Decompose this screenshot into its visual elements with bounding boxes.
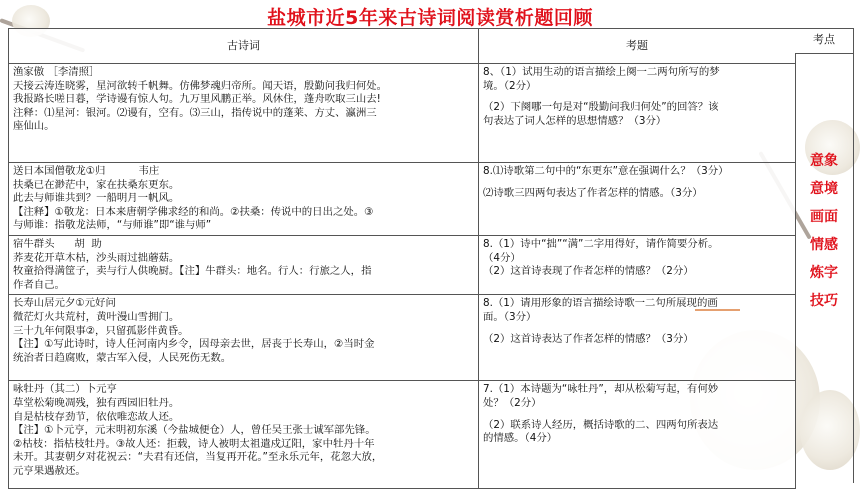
question-line: 句表达了词人怎样的思想情感？（3分） [483, 114, 667, 127]
side-item-mood: 意境 [810, 181, 838, 197]
poem-line: 此去与师谁共到？一船明月一帆风。 [13, 192, 180, 205]
question-line: 境。（2分） [483, 79, 537, 92]
question-line: （4分） [483, 251, 521, 264]
side-item-imagery: 意象 [810, 153, 838, 169]
question-line: （2）这首诗表现了作者怎样的情感？（2分） [483, 265, 694, 278]
question-line: （2）这首诗表达了作者怎样的情感？（3分） [483, 332, 694, 345]
poem-cell [9, 64, 479, 163]
question-line: ⑵诗歌三四两句表达了作者怎样的情感。（3分） [483, 186, 703, 199]
poem-note: 作者自己。 [13, 278, 65, 291]
poem-note: 元亨果遇赦还。 [13, 464, 86, 477]
poem-cell [9, 381, 479, 489]
question-line: 面。（3分） [483, 310, 537, 323]
poem-note: 【注】①写此诗时，诗人任河南内乡令，因母亲去世，居丧于长寿山，②当时金 [13, 338, 375, 351]
poem-line: 扶桑已在渺茫中，家在扶桑东更东。 [13, 178, 180, 191]
questions-table [8, 28, 796, 489]
question-line: 的情感。（4分） [483, 432, 558, 445]
poem-note: 未开。其妻朝夕对花祝云：“夫君有还信，当复再开花。”至永乐元年，花忽大放， [13, 451, 383, 464]
poem-line: 草堂松菊晚凋残，独有西园旧牡丹。 [13, 396, 180, 409]
question-cell [479, 381, 796, 489]
question-line: （2）联系诗人经历，概括诗歌的二、四两句所表达 [483, 418, 719, 431]
question-cell [479, 235, 796, 294]
side-item-emotion: 情感 [810, 237, 838, 253]
question-line: 7.（1）本诗题为“咏牡丹”，却从松菊写起，有何妙 [483, 383, 719, 396]
header-question: 考题 [479, 29, 796, 64]
question-gap [483, 93, 791, 101]
table-row [9, 163, 796, 236]
poem-line: 自是枯枝存劲节，依依唯恋故人还。 [13, 410, 180, 423]
poem-title: 宿牛群头 胡 助 [13, 237, 102, 250]
poem-cell [9, 235, 479, 294]
poem-cell [9, 295, 479, 381]
question-cell [479, 64, 796, 163]
poem-note: 统治者日趋腐败，蒙古军入侵，人民死伤无数。 [13, 351, 232, 364]
poem-note: 【注】①卜元亨，元末明初东溪（今盐城便仓）人，曾任吴王张士诚军部先锋。 [13, 424, 376, 437]
poem-title: 渔家傲 ［李清照］ [13, 66, 100, 78]
poem-line: 我报路长嗟日暮，学诗谩有惊人句。九万里风鹏正举。风休住，蓬舟吹取三山去! [13, 93, 381, 106]
side-header: 考点 [795, 28, 854, 54]
poem-cell [9, 163, 479, 236]
poem-line: 微茫灯火共荒村，黄叶漫山雪拥门。 [13, 310, 180, 323]
table-row [9, 295, 796, 381]
poem-line: 天接云涛连晓雾，星河欲转千帆舞。仿佛梦魂归帝所。闻天语，殷勤问我归何处。 [13, 79, 388, 92]
question-cell [479, 163, 796, 236]
poem-note: 【注释】①敬龙：日本来唐朝学佛求经的和尚。②扶桑：传说中的日出之处。③ [13, 205, 374, 218]
side-item-word-choice: 炼字 [810, 265, 838, 281]
poem-title: 长寿山居元夕①元好问 [13, 297, 116, 310]
poem-note: 座仙山。 [13, 120, 55, 133]
question-cell [479, 295, 796, 381]
side-panel [795, 53, 854, 483]
poem-title: 咏牡丹（其二）卜元亨 [13, 383, 117, 396]
question-line: 8.（1）请用形象的语言描绘诗歌一二句所展现的画 [483, 297, 718, 310]
table-row [9, 381, 796, 489]
poem-line: 三十九年何限事②，只留孤影伴黄昏。 [13, 324, 189, 337]
question-line: 8.（1）诗中“拙”“满”二字用得好，请作简要分析。 [483, 237, 719, 250]
poem-note: 与师谁：指敬龙法师，“与师谁”即“谁与师” [13, 219, 212, 232]
page-title: 盐城市近5年来古诗词阅读赏析题回顾 [267, 7, 593, 29]
question-gap [483, 411, 791, 419]
question-gap [483, 325, 791, 333]
table-row [9, 235, 796, 294]
table-row [9, 64, 796, 163]
side-item-technique: 技巧 [810, 293, 838, 309]
question-line: 处？（2分） [483, 396, 542, 409]
side-item-picture: 画面 [810, 209, 838, 225]
poem-line: 荞麦花开草木枯，沙头雨过拙蘑菇。 [13, 251, 180, 264]
question-line: 8.⑴诗歌第二句中的“东更东”意在强调什么？（3分） [483, 165, 729, 177]
table-header-row [9, 29, 796, 64]
poem-note: 注释：⑴星河：银河。⑵谩有，空有。⑶三山，指传说中的蓬莱、方丈、瀛洲三 [13, 106, 377, 119]
poem-note: ②枯枝：指枯枝牡丹。③故人还：拒载，诗人被明太祖遣戍辽阳，家中牡丹十年 [13, 437, 375, 450]
question-line: （2）下阕哪一句是对“殷勤问我归何处”的回答？该 [483, 101, 719, 114]
header-poem: 古诗词 [9, 29, 479, 64]
question-gap [483, 179, 791, 187]
question-line: 8、（1）试用生动的语言描绘上阕一二两句所写的梦 [483, 66, 720, 78]
highlight-underline [695, 309, 740, 311]
poem-title: 送日本国僧敬龙①归 韦庄 [13, 165, 160, 177]
poem-line: 牧童拾得满筐子，卖与行人供晚厨。【注】牛群头：地名。行人：行旅之人，指 [13, 265, 372, 278]
